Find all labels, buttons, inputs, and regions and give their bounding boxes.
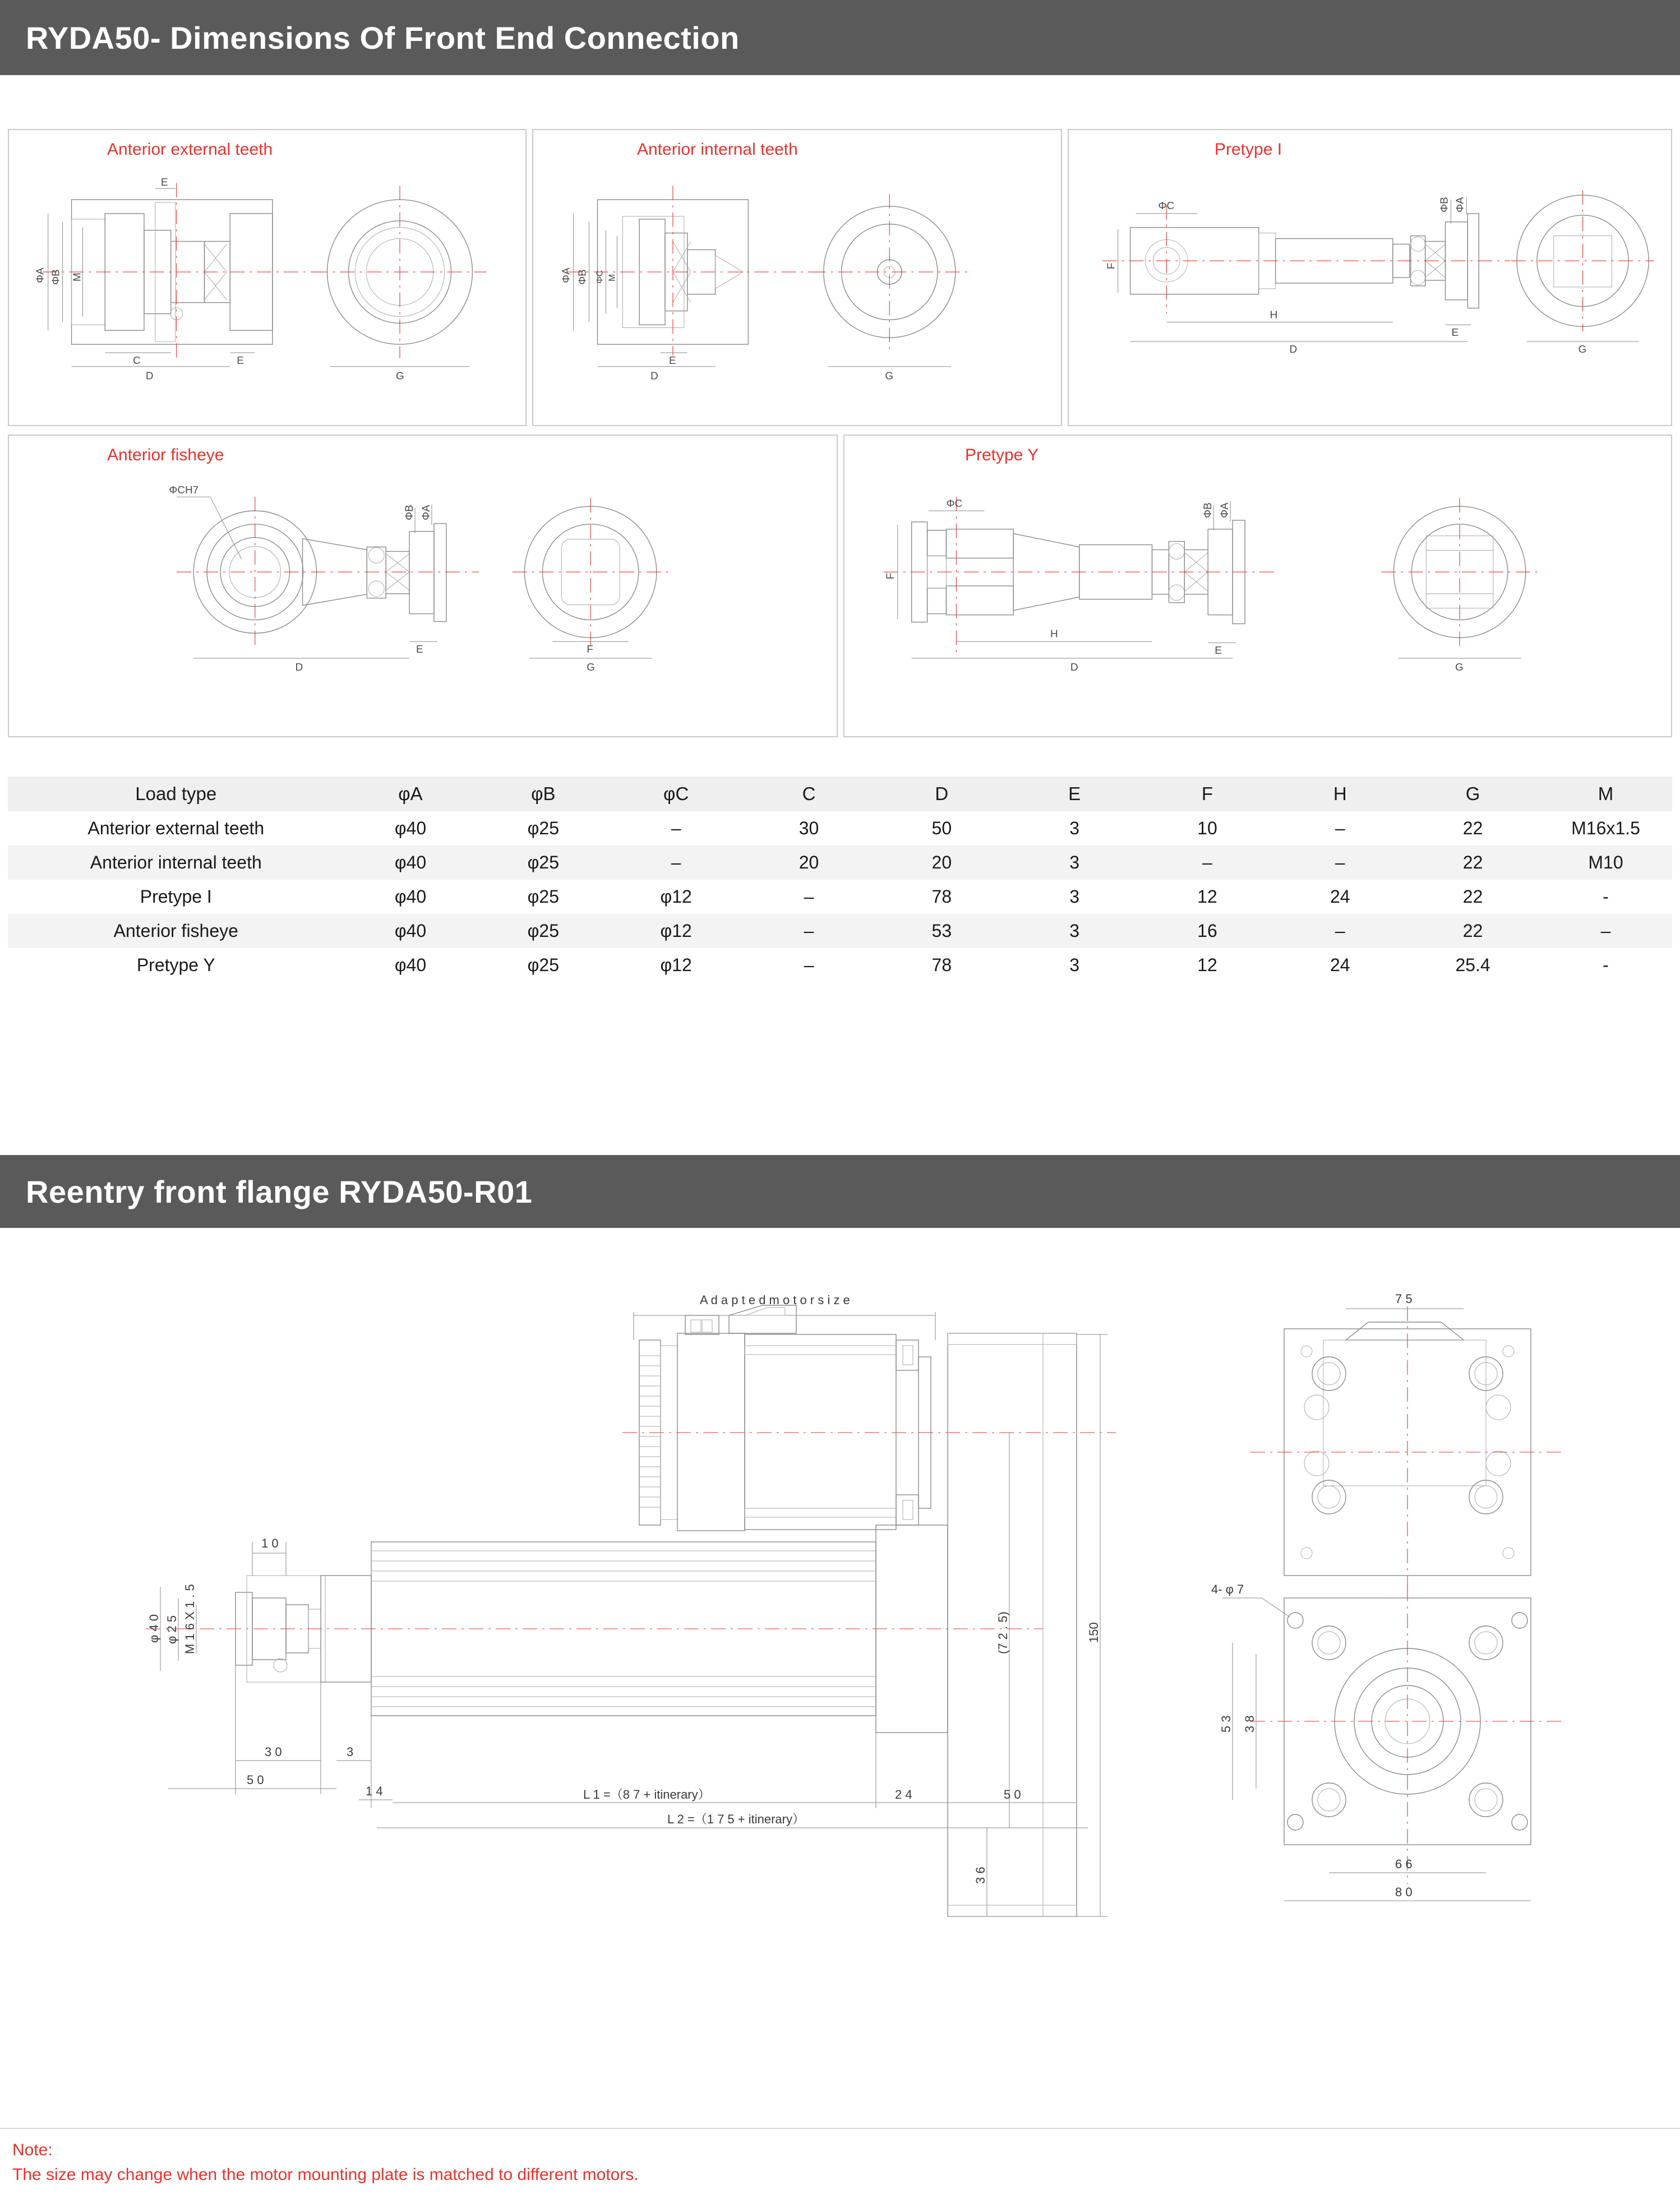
dim-72-5: (7 2 . 5): [996, 1611, 1010, 1654]
dim-36: 3 6: [973, 1867, 987, 1884]
dim-38: 3 8: [1243, 1715, 1257, 1733]
cell-d: 20: [931, 852, 952, 872]
svg-text:H: H: [1050, 628, 1058, 640]
svg-text:D: D: [1289, 344, 1298, 355]
svg-text:G: G: [1455, 661, 1464, 673]
svg-text:ΦA: ΦA: [34, 267, 47, 283]
svg-text:D: D: [145, 370, 154, 382]
panel-title: Anterior internal teeth: [637, 140, 798, 159]
cell-m: M10: [1588, 852, 1623, 872]
cell-c: –: [804, 921, 814, 941]
panel-title: Pretype Y: [965, 446, 1039, 464]
svg-text:ΦA: ΦA: [560, 267, 573, 283]
cell-phic: φ12: [660, 921, 692, 941]
cell-f: 10: [1197, 818, 1217, 838]
table-row: [8, 811, 1672, 846]
dimensions-table: [8, 777, 1672, 982]
cell-c: 30: [799, 818, 819, 838]
cell-d: 50: [931, 818, 952, 838]
col-f: F: [1141, 777, 1274, 811]
svg-text:G: G: [396, 370, 404, 382]
svg-text:ΦA: ΦA: [1454, 197, 1466, 213]
dim-3: 3: [347, 1745, 354, 1759]
svg-text:C: C: [133, 354, 141, 367]
note-label: Note:: [12, 2141, 53, 2159]
svg-text:G: G: [885, 370, 894, 382]
cell-g: 22: [1462, 886, 1483, 907]
dim-l2: L 2 =（1 7 5 + itinerary）: [667, 1812, 805, 1826]
panel-pretype-i: [1068, 129, 1672, 426]
col-load-type: Load type: [8, 777, 344, 811]
panel-anterior-external-teeth: [8, 129, 527, 426]
col-phia: φA: [344, 777, 477, 811]
dim-m16: M 1 6 X 1 . 5: [183, 1584, 197, 1654]
cell-phia: φ40: [394, 886, 427, 907]
cell-phib: φ25: [527, 886, 559, 907]
cell-phic: –: [671, 818, 681, 838]
dim-phi40: φ 4 0: [147, 1614, 161, 1643]
svg-text:ΦB: ΦB: [576, 269, 589, 285]
dim-75: 7 5: [1395, 1292, 1413, 1306]
dim-50a: 5 0: [247, 1773, 264, 1787]
table-row: [8, 846, 1672, 880]
svg-text:H: H: [1270, 309, 1278, 321]
panel-pretype-y: [843, 435, 1672, 737]
dim-phi25: φ 2 5: [165, 1615, 179, 1644]
dim-50b: 5 0: [1004, 1787, 1021, 1801]
drawing-anterior-internal-teeth: [533, 130, 1061, 425]
section-header-dimensions: [0, 0, 1680, 75]
cell-phia: φ40: [394, 921, 427, 941]
table-row: [8, 948, 1672, 982]
panel-anterior-fisheye: [8, 435, 838, 737]
page-title: RYDA50- Dimensions Of Front End Connection: [26, 20, 740, 56]
col-m: M: [1539, 777, 1672, 811]
svg-text:G: G: [587, 661, 595, 673]
dim-24: 2 4: [895, 1787, 912, 1801]
cell-m: -: [1603, 955, 1609, 975]
dim-10: 1 0: [261, 1536, 279, 1550]
cell-load-type: Pretype Y: [136, 955, 215, 975]
cell-load-type: Anterior internal teeth: [90, 852, 262, 872]
svg-text:E: E: [1451, 327, 1459, 339]
svg-text:ΦB: ΦB: [1202, 502, 1215, 518]
svg-text:D: D: [1070, 661, 1078, 673]
cell-phic: φ12: [660, 886, 692, 907]
svg-text:D: D: [295, 661, 303, 673]
col-phib: φB: [477, 777, 610, 811]
col-phic: φC: [610, 777, 742, 811]
note-text: The size may change when the motor mounting plate is matched to different motors.: [12, 2165, 639, 2184]
note-block: [0, 2128, 1680, 2187]
cell-h: –: [1335, 921, 1345, 941]
adapted-motor-label: A d a p t e d m o t o r s i z e: [700, 1293, 850, 1307]
dim-66: 6 6: [1395, 1857, 1413, 1871]
svg-text:E: E: [416, 644, 423, 656]
svg-text:ΦA: ΦA: [420, 505, 432, 520]
dim-14: 1 4: [366, 1784, 383, 1798]
table-header-row: [8, 777, 1672, 811]
dim-150: 150: [1087, 1622, 1101, 1643]
drawing-anterior-fisheye: [9, 436, 837, 736]
svg-text:E: E: [237, 354, 244, 367]
cell-phic: –: [671, 852, 681, 872]
cell-d: 53: [931, 921, 952, 941]
svg-text:F: F: [587, 644, 593, 656]
cell-f: 12: [1197, 886, 1217, 907]
section-header-reentry-flange: [0, 1155, 1680, 1228]
cell-phib: φ25: [527, 955, 559, 975]
svg-text:F: F: [1105, 262, 1118, 270]
cell-phic: φ12: [660, 955, 692, 975]
dim-l1: L 1 =（8 7 + itinerary）: [583, 1787, 710, 1801]
cell-d: 78: [931, 886, 952, 907]
svg-text:E: E: [1215, 645, 1222, 657]
cell-c: –: [804, 886, 814, 907]
col-g: G: [1406, 777, 1539, 811]
svg-text:G: G: [1578, 344, 1587, 355]
col-c: C: [742, 777, 875, 811]
drawing-reentry-front-flange: [0, 1262, 1680, 2058]
panel-title: Anterior external teeth: [107, 140, 273, 159]
cell-load-type: Anterior fisheye: [113, 921, 238, 941]
svg-text:ΦB: ΦB: [50, 269, 62, 285]
cell-phia: φ40: [394, 852, 427, 872]
svg-text:ΦCH7: ΦCH7: [169, 484, 199, 497]
cell-d: 78: [931, 955, 952, 975]
drawing-anterior-external-teeth: [9, 130, 525, 425]
cell-h: –: [1335, 852, 1345, 872]
cell-load-type: Pretype I: [140, 886, 212, 907]
cell-f: –: [1202, 852, 1212, 872]
table-row: [8, 914, 1672, 948]
cell-f: 16: [1197, 921, 1217, 941]
svg-text:ΦC: ΦC: [595, 270, 605, 284]
cell-e: 3: [1069, 921, 1080, 941]
cell-phia: φ40: [394, 818, 427, 838]
svg-text:E: E: [160, 177, 168, 189]
drawing-pretype-i: [1069, 130, 1671, 425]
cell-phia: φ40: [394, 955, 427, 975]
cell-phib: φ25: [527, 818, 559, 838]
svg-text:D: D: [650, 370, 658, 382]
cell-m: –: [1600, 921, 1611, 941]
cell-load-type: Anterior external teeth: [87, 818, 265, 838]
svg-text:ΦA: ΦA: [1219, 502, 1231, 518]
cell-e: 3: [1069, 886, 1080, 907]
svg-text:F: F: [884, 572, 897, 580]
cell-m: -: [1603, 886, 1609, 907]
dim-80: 8 0: [1395, 1885, 1413, 1899]
cell-g: 25.4: [1455, 955, 1490, 975]
cell-m: M16x1.5: [1571, 818, 1640, 838]
panel-title: Anterior fisheye: [107, 446, 224, 464]
dim-30: 3 0: [265, 1745, 282, 1759]
svg-text:M: M: [607, 274, 617, 281]
dim-53: 5 3: [1219, 1715, 1233, 1733]
svg-text:ΦC: ΦC: [1158, 200, 1175, 212]
cell-e: 3: [1069, 955, 1080, 975]
cell-phib: φ25: [527, 921, 559, 941]
svg-text:ΦB: ΦB: [1438, 197, 1451, 213]
label-4-phi7: 4- φ 7: [1211, 1582, 1244, 1596]
drawing-panels-row-2: [8, 435, 1672, 737]
cell-f: 12: [1197, 955, 1217, 975]
cell-c: 20: [799, 852, 819, 872]
cell-g: 22: [1462, 818, 1483, 838]
actuator-side-view: [146, 1525, 1088, 1916]
table-row: [8, 880, 1672, 914]
cell-e: 3: [1069, 852, 1080, 872]
svg-text:M: M: [71, 272, 84, 281]
cell-e: 3: [1069, 818, 1080, 838]
cell-c: –: [804, 955, 814, 975]
cell-g: 22: [1462, 921, 1483, 941]
svg-text:E: E: [668, 354, 676, 367]
col-e: E: [1008, 777, 1141, 811]
drawing-pretype-y: [844, 436, 1671, 736]
cell-phib: φ25: [527, 852, 559, 872]
cell-g: 22: [1462, 852, 1483, 872]
panel-title: Pretype I: [1215, 140, 1282, 159]
cell-h: 24: [1330, 955, 1350, 975]
cell-h: 24: [1330, 886, 1350, 907]
cell-h: –: [1335, 818, 1345, 838]
svg-text:ΦB: ΦB: [404, 505, 416, 520]
svg-text:ΦC: ΦC: [946, 498, 963, 510]
front-face-views: [1211, 1292, 1564, 1901]
col-d: D: [875, 777, 1008, 811]
section-title: Reentry front flange RYDA50-R01: [26, 1174, 533, 1209]
col-h: H: [1273, 777, 1406, 811]
panel-anterior-internal-teeth: [532, 129, 1062, 426]
drawing-panels-row-1: [8, 129, 1672, 426]
